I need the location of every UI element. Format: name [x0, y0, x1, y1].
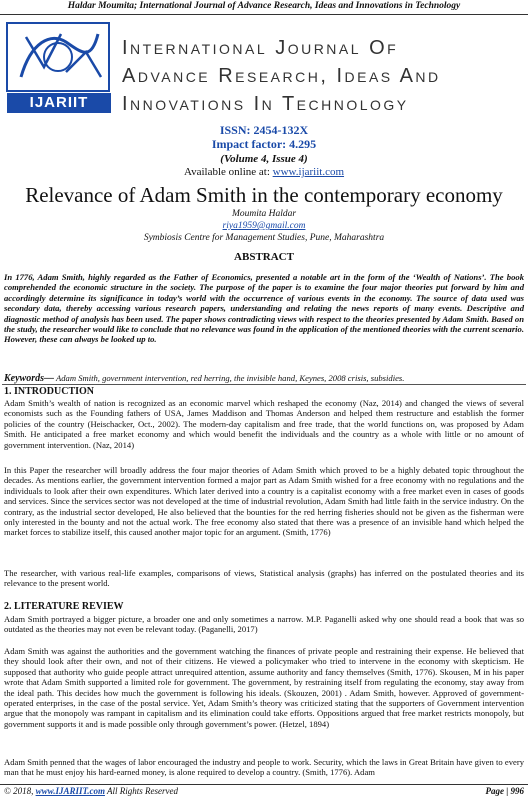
intro-paragraph-3: The researcher, with various real-life examples, comparisons of views, Statistical analysis (graphs) has inferred on the postulated theories and its relevance to the present world.: [4, 568, 524, 589]
paper-title: Relevance of Adam Smith in the contemporary economy: [25, 183, 503, 207]
copyright-prefix: © 2018,: [4, 786, 36, 796]
journal-title: [122, 34, 522, 118]
lit-paragraph-3: Adam Smith penned that the wages of labor encouraged the industry and people to work. Security, which the laws in Great Britain have given to every man that he must enjoy his hard-earned money, is alone required to develop a country. (Smith, 1776). Adam: [4, 757, 524, 778]
journal-title-line1: International Journal Of: [122, 37, 399, 59]
impact-factor: Impact factor: 4.295: [211, 137, 317, 151]
logo-emblem-icon: [6, 22, 110, 92]
intro-paragraph-1: Adam Smith’s wealth of nation is recognized as an economic marvel which reshaped the economy (Naz, 2014) and changed the views of several economists such as the Founding fathers of USA, James Maddison and Thomas Anderson and helped them restructure and establish the former policies of the country (Heischacker, Oct., 2002). The modern-day capitalism and free trade, that the world functions on, was proposed by Adam Smith. He anticipated a free market economy and which would benefit the individuals and the country as a whole with little or no amount of government intervention. (Naz, 2014): [4, 398, 524, 450]
author-affiliation: Symbiosis Centre for Management Studies, Pune, Maharashtra: [143, 233, 385, 243]
available-online: [0, 166, 528, 178]
author-email[interactable]: riya1959@gmail.com: [222, 221, 306, 231]
footer-copyright: [4, 786, 178, 796]
keywords-text: Adam Smith, government intervention, red herring, the invisible hand, Keynes, 2008 crisis, subsidies.: [54, 373, 405, 383]
abstract-text: In 1776, Adam Smith, highly regarded as the Father of Economics, presented a notable art in the form of the ‘Wealth of Nations’. The book comprehended the economic structure in the society. The purpose of the paper is to examine the four major theories put forward by him and accordingly determine its significance in today’s world with the occurrence of various events in the economy. The source of data used was secondary data, thereby accessing various research papers, understanding and relating the news reports of many events. Descriptive and diagnostic method of analysis has been used. The paper shows contradicting views with respect to the theories presented by Adam Smith. Based on the study, the researcher would like to conclude that no relevance was found in the application of the mentioned theories with the current scenario. However, these can always be looked up to.: [4, 272, 524, 345]
keywords-divider: [2, 384, 526, 385]
author-name: Moumita Haldar: [231, 209, 297, 219]
abstract-heading: ABSTRACT: [234, 251, 294, 263]
lit-paragraph-2: Adam Smith was against the authorities and the government watching the finances of private people and restraining their expense. He believed that they should look after their own, and not of their citizens. He viewed a policymaker who tried to intervene in the economy with skepticism. He supposed that authority who guide people attract unrequired attention, assume authority and fancy themselves (Smith, 1776). Skousen, M in his paper wrote that Adam Smith supported a limited role for government. The government, by restraining itself from regulating the economy, stay away from the ideal path. This decides how much the government is following his ideals. (Skouzen, 2001) . Adam Smith, however. Approved of government-operated enterprises, in the case of the postal service. Yet, Adam Smith’s theory was criticized stating that the supporters of Government intervention argue that the monopoly was rampant in capitalism and its elimination could take efforts. Oppositions argued that free market restricts monopoly, but government supports it and is made possible only through government’s power. (Hetzel, 1894): [4, 646, 524, 729]
journal-title-line2: Advance Research, Ideas And: [122, 65, 441, 87]
journal-title-line3: Innovations In Technology: [122, 93, 409, 115]
volume-issue: (Volume 4, Issue 4): [220, 153, 308, 165]
page-number: Page | 996: [485, 786, 524, 796]
available-label: Available online at:: [183, 166, 273, 178]
keywords: [4, 373, 524, 384]
keywords-label: Keywords—: [4, 373, 54, 384]
section-literature-title: 2. LITERATURE REVIEW: [4, 601, 124, 612]
issn: ISSN: 2454-132X: [219, 123, 309, 137]
section-introduction-title: 1. INTRODUCTION: [4, 386, 95, 397]
footer-link[interactable]: www.IJARIIT.com: [35, 786, 105, 796]
copyright-suffix: All Rights Reserved: [104, 786, 179, 796]
journal-link[interactable]: www.ijariit.com: [272, 166, 345, 178]
page-footer: [0, 784, 528, 799]
lit-paragraph-1: Adam Smith portrayed a bigger picture, a broader one and only sometimes a narrow. M.P. Paganelli asked why one should read a book that was so outdated as the theories may not even be relevant today. (Paganelli, 2017): [4, 614, 524, 635]
intro-paragraph-2: In this Paper the researcher will broadly address the four major theories of Adam Smith which proved to be a highly debated topic throughout the decades. As mentions earlier, the government intervention formed a major part as Adam Smith wished for a free economy with no regulations and the individuals to look after their own expenditures. Which later derived into a country is a capitalist economy with a free market even in cases of goods and services. Since the services sector was not developed at the time of industrial revolution, Adam Smith had little faith in the service industry. On the contrary, as the industrial sector developed, He also believed that the bounties for the red herring fisheries should not be given as the fisherman were only interested in the bounty and not the actual work. The free economy also stated that there was a presence of an invisible hand which helped the market forces to stabilize itself, this caused another major topic for an argument. (Smith, 1776): [4, 465, 524, 538]
logo-wordmark: IJARIIT: [7, 93, 111, 113]
running-header: Haldar Moumita; International Journal of Advance Research, Ideas and Innovations in Technology: [0, 0, 528, 15]
